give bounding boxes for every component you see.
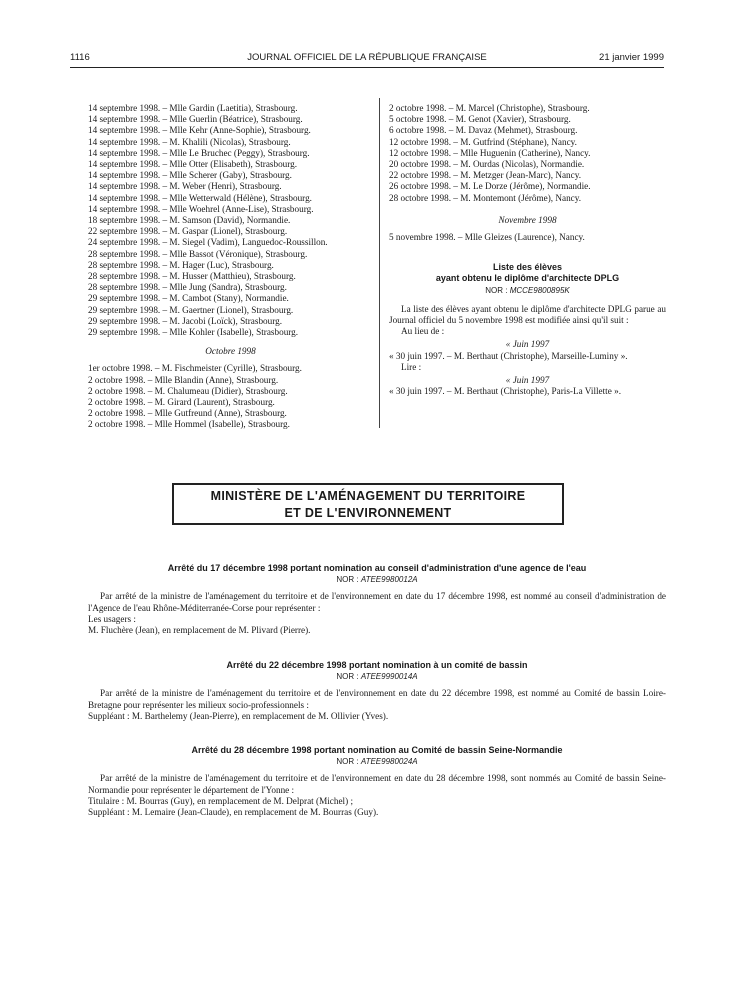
list-item: 6 octobre 1998. – M. Davaz (Mehmet), Strasbourg. [389, 125, 578, 136]
november-heading: Novembre 1998 [498, 214, 557, 225]
list-item: 2 octobre 1998. – Mlle Gutfreund (Anne), Strasbourg. [88, 408, 287, 419]
arrete-title: Arrêté du 28 décembre 1998 portant nomination au Comité de bassin Seine-Normandie [191, 745, 563, 755]
month-quote-old: « Juin 1997 [505, 339, 550, 350]
list-item: 14 septembre 1998. – Mlle Gardin (Laetitia), Strasbourg. [88, 103, 298, 113]
arrete-section-2 [88, 660, 666, 722]
list-item: 14 septembre 1998. – Mlle Otter (Elisabeth), Strasbourg. [88, 159, 298, 170]
october-list [88, 363, 373, 430]
list-item: 24 septembre 1998. – M. Siegel (Vadim), Languedoc-Roussillon. [88, 237, 328, 248]
right-column [389, 103, 666, 397]
column-divider [379, 98, 380, 428]
list-item: 1er octobre 1998. – M. Fischmeister (Cyrille), Strasbourg. [88, 363, 302, 374]
new-entry: « 30 juin 1997. – M. Berthaut (Christophe), Paris-La Villette ». [389, 386, 621, 397]
list-title: Liste des élèves [492, 262, 563, 273]
list-subtitle: ayant obtenu le diplôme d'architecte DPLG [435, 273, 620, 284]
list-item: 29 septembre 1998. – M. Cambot (Stany), Normandie. [88, 293, 289, 304]
list-item: 2 octobre 1998. – M. Chalumeau (Didier), Strasbourg. [88, 385, 288, 396]
list-item: 2 octobre 1998. – M. Girard (Laurent), Strasbourg. [88, 397, 275, 408]
september-list [88, 103, 373, 338]
nor-reference: NOR : MCCE9800895K [485, 285, 570, 295]
arrete-line: Les usagers : [88, 613, 136, 624]
list-item: 12 octobre 1998. – Mlle Huguenin (Catherine), Nancy. [389, 147, 591, 158]
arrete-title: Arrêté du 17 décembre 1998 portant nomination au conseil d'administration d'une agence de l'eau [167, 563, 587, 573]
arrete-line: M. Fluchère (Jean), en remplacement de M. Plivard (Pierre). [88, 625, 311, 636]
issue-date: 21 janvier 1999 [599, 52, 664, 63]
list-item: 26 octobre 1998. – M. Le Dorze (Jérôme), Normandie. [389, 181, 591, 192]
list-item: 22 septembre 1998. – M. Gaspar (Lionel), Strasbourg. [88, 226, 288, 237]
arrete-title: Arrêté du 22 décembre 1998 portant nomination à un comité de bassin [226, 660, 528, 670]
october-list-continued [389, 103, 666, 204]
list-item: 14 septembre 1998. – M. Weber (Henri), Strasbourg. [88, 181, 282, 192]
nor-reference: NOR : ATEE9980024A [336, 757, 418, 767]
list-item: 28 septembre 1998. – Mlle Jung (Sandra), Strasbourg. [88, 282, 287, 293]
nor-reference: NOR : ATEE9980012A [336, 575, 418, 585]
list-item: 18 septembre 1998. – M. Samson (David), Normandie. [88, 215, 291, 226]
arrete-line: Suppléant : M. Barthelemy (Jean-Pierre), en remplacement de M. Ollivier (Yves). [88, 710, 389, 721]
page-number: 1116 [70, 52, 90, 63]
list-item: 29 septembre 1998. – M. Jacobi (Loïck), Strasbourg. [88, 315, 283, 326]
arrete-section-1 [88, 563, 666, 636]
ministry-line-1: MINISTÈRE DE L'AMÉNAGEMENT DU TERRITOIRE [210, 489, 526, 503]
list-item: 14 septembre 1998. – Mlle Scherer (Gaby), Strasbourg. [88, 170, 292, 181]
arrete-line: Titulaire : M. Bourras (Guy), en remplacement de M. Delprat (Michel) ; [88, 795, 354, 806]
list-item: 12 octobre 1998. – M. Gutfrind (Stéphane), Nancy. [389, 136, 577, 147]
list-item: 14 septembre 1998. – M. Khalili (Nicolas), Strasbourg. [88, 136, 291, 147]
list-item: 14 septembre 1998. – Mlle Wetterwald (Hélène), Strasbourg. [88, 192, 312, 203]
left-column [88, 103, 373, 431]
list-item: 28 septembre 1998. – Mlle Bassot (Véronique), Strasbourg. [88, 248, 308, 259]
arrete-line: Suppléant : M. Lemaire (Jean-Claude), en remplacement de M. Bourras (Guy). [88, 807, 379, 818]
list-item: 29 septembre 1998. – M. Gaertner (Lionel), Strasbourg. [88, 304, 294, 315]
journal-title: JOURNAL OFFICIEL DE LA RÉPUBLIQUE FRANÇAISE [247, 52, 487, 63]
list-item: 22 octobre 1998. – M. Metzger (Jean-Marc), Nancy. [389, 170, 582, 181]
old-entry: « 30 juin 1997. – M. Berthaut (Christophe), Marseille-Luminy ». [389, 350, 628, 361]
list-item: 29 septembre 1998. – Mlle Kohler (Isabelle), Strasbourg. [88, 327, 299, 338]
list-item: 5 octobre 1998. – M. Genot (Xavier), Strasbourg. [389, 114, 571, 125]
ministry-line-2: ET DE L'ENVIRONNEMENT [284, 506, 452, 520]
list-paragraph: La liste des élèves ayant obtenu le diplôme d'architecte DPLG parue au Journal officiel du 5 novembre 1998 est modifiée ainsi qu'il suit : [389, 303, 666, 326]
list-item: 14 septembre 1998. – Mlle Kehr (Anne-Sophie), Strasbourg. [88, 125, 311, 136]
arrete-paragraph: Par arrêté de la ministre de l'aménagement du territoire et de l'environnement en date du 22 décembre 1998, est nommé au Comité de bassin Loire-Bretagne pour représenter les milieux socio-professionnels : [88, 688, 666, 710]
list-item: 2 octobre 1998. – M. Marcel (Christophe), Strasbourg. [389, 103, 590, 113]
au-lieu-de: Au lieu de : [401, 326, 445, 337]
header-rule [70, 67, 664, 68]
october-heading: Octobre 1998 [205, 346, 256, 357]
month-quote-new: « Juin 1997 [505, 375, 550, 386]
arrete-paragraph: Par arrêté de la ministre de l'aménagement du territoire et de l'environnement en date du 28 décembre 1998, sont nommés au Comité de bassin Seine-Normandie pour représenter le département de l'Yonne : [88, 773, 666, 795]
list-item: 28 septembre 1998. – M. Hager (Luc), Strasbourg. [88, 259, 274, 270]
list-item: 20 octobre 1998. – M. Ourdas (Nicolas), Normandie. [389, 159, 585, 170]
list-item: 5 novembre 1998. – Mlle Gleizes (Laurence), Nancy. [389, 232, 585, 243]
list-item: 14 septembre 1998. – Mlle Woehrel (Anne-Lise), Strasbourg. [88, 203, 314, 214]
page-header [70, 52, 664, 66]
lire-label: Lire : [401, 361, 422, 372]
list-item: 28 octobre 1998. – M. Montemont (Jérôme), Nancy. [389, 192, 582, 203]
list-item: 14 septembre 1998. – Mlle Guerlin (Béatrice), Strasbourg. [88, 114, 303, 125]
list-item: 28 septembre 1998. – M. Husser (Matthieu), Strasbourg. [88, 271, 296, 282]
nor-reference: NOR : ATEE9990014A [336, 672, 418, 682]
ministry-heading-box [172, 483, 564, 525]
list-item: 2 octobre 1998. – Mlle Blandin (Anne), Strasbourg. [88, 374, 279, 385]
list-item: 2 octobre 1998. – Mlle Hommel (Isabelle), Strasbourg. [88, 419, 290, 430]
arrete-section-3 [88, 745, 666, 818]
arrete-paragraph: Par arrêté de la ministre de l'aménagement du territoire et de l'environnement en date du 17 décembre 1998, est nommé au conseil d'administration de l'Agence de l'eau Rhône-Méditerranée-Corse pour représenter : [88, 591, 666, 613]
list-item: 14 septembre 1998. – Mlle Le Bruchec (Peggy), Strasbourg. [88, 147, 310, 158]
